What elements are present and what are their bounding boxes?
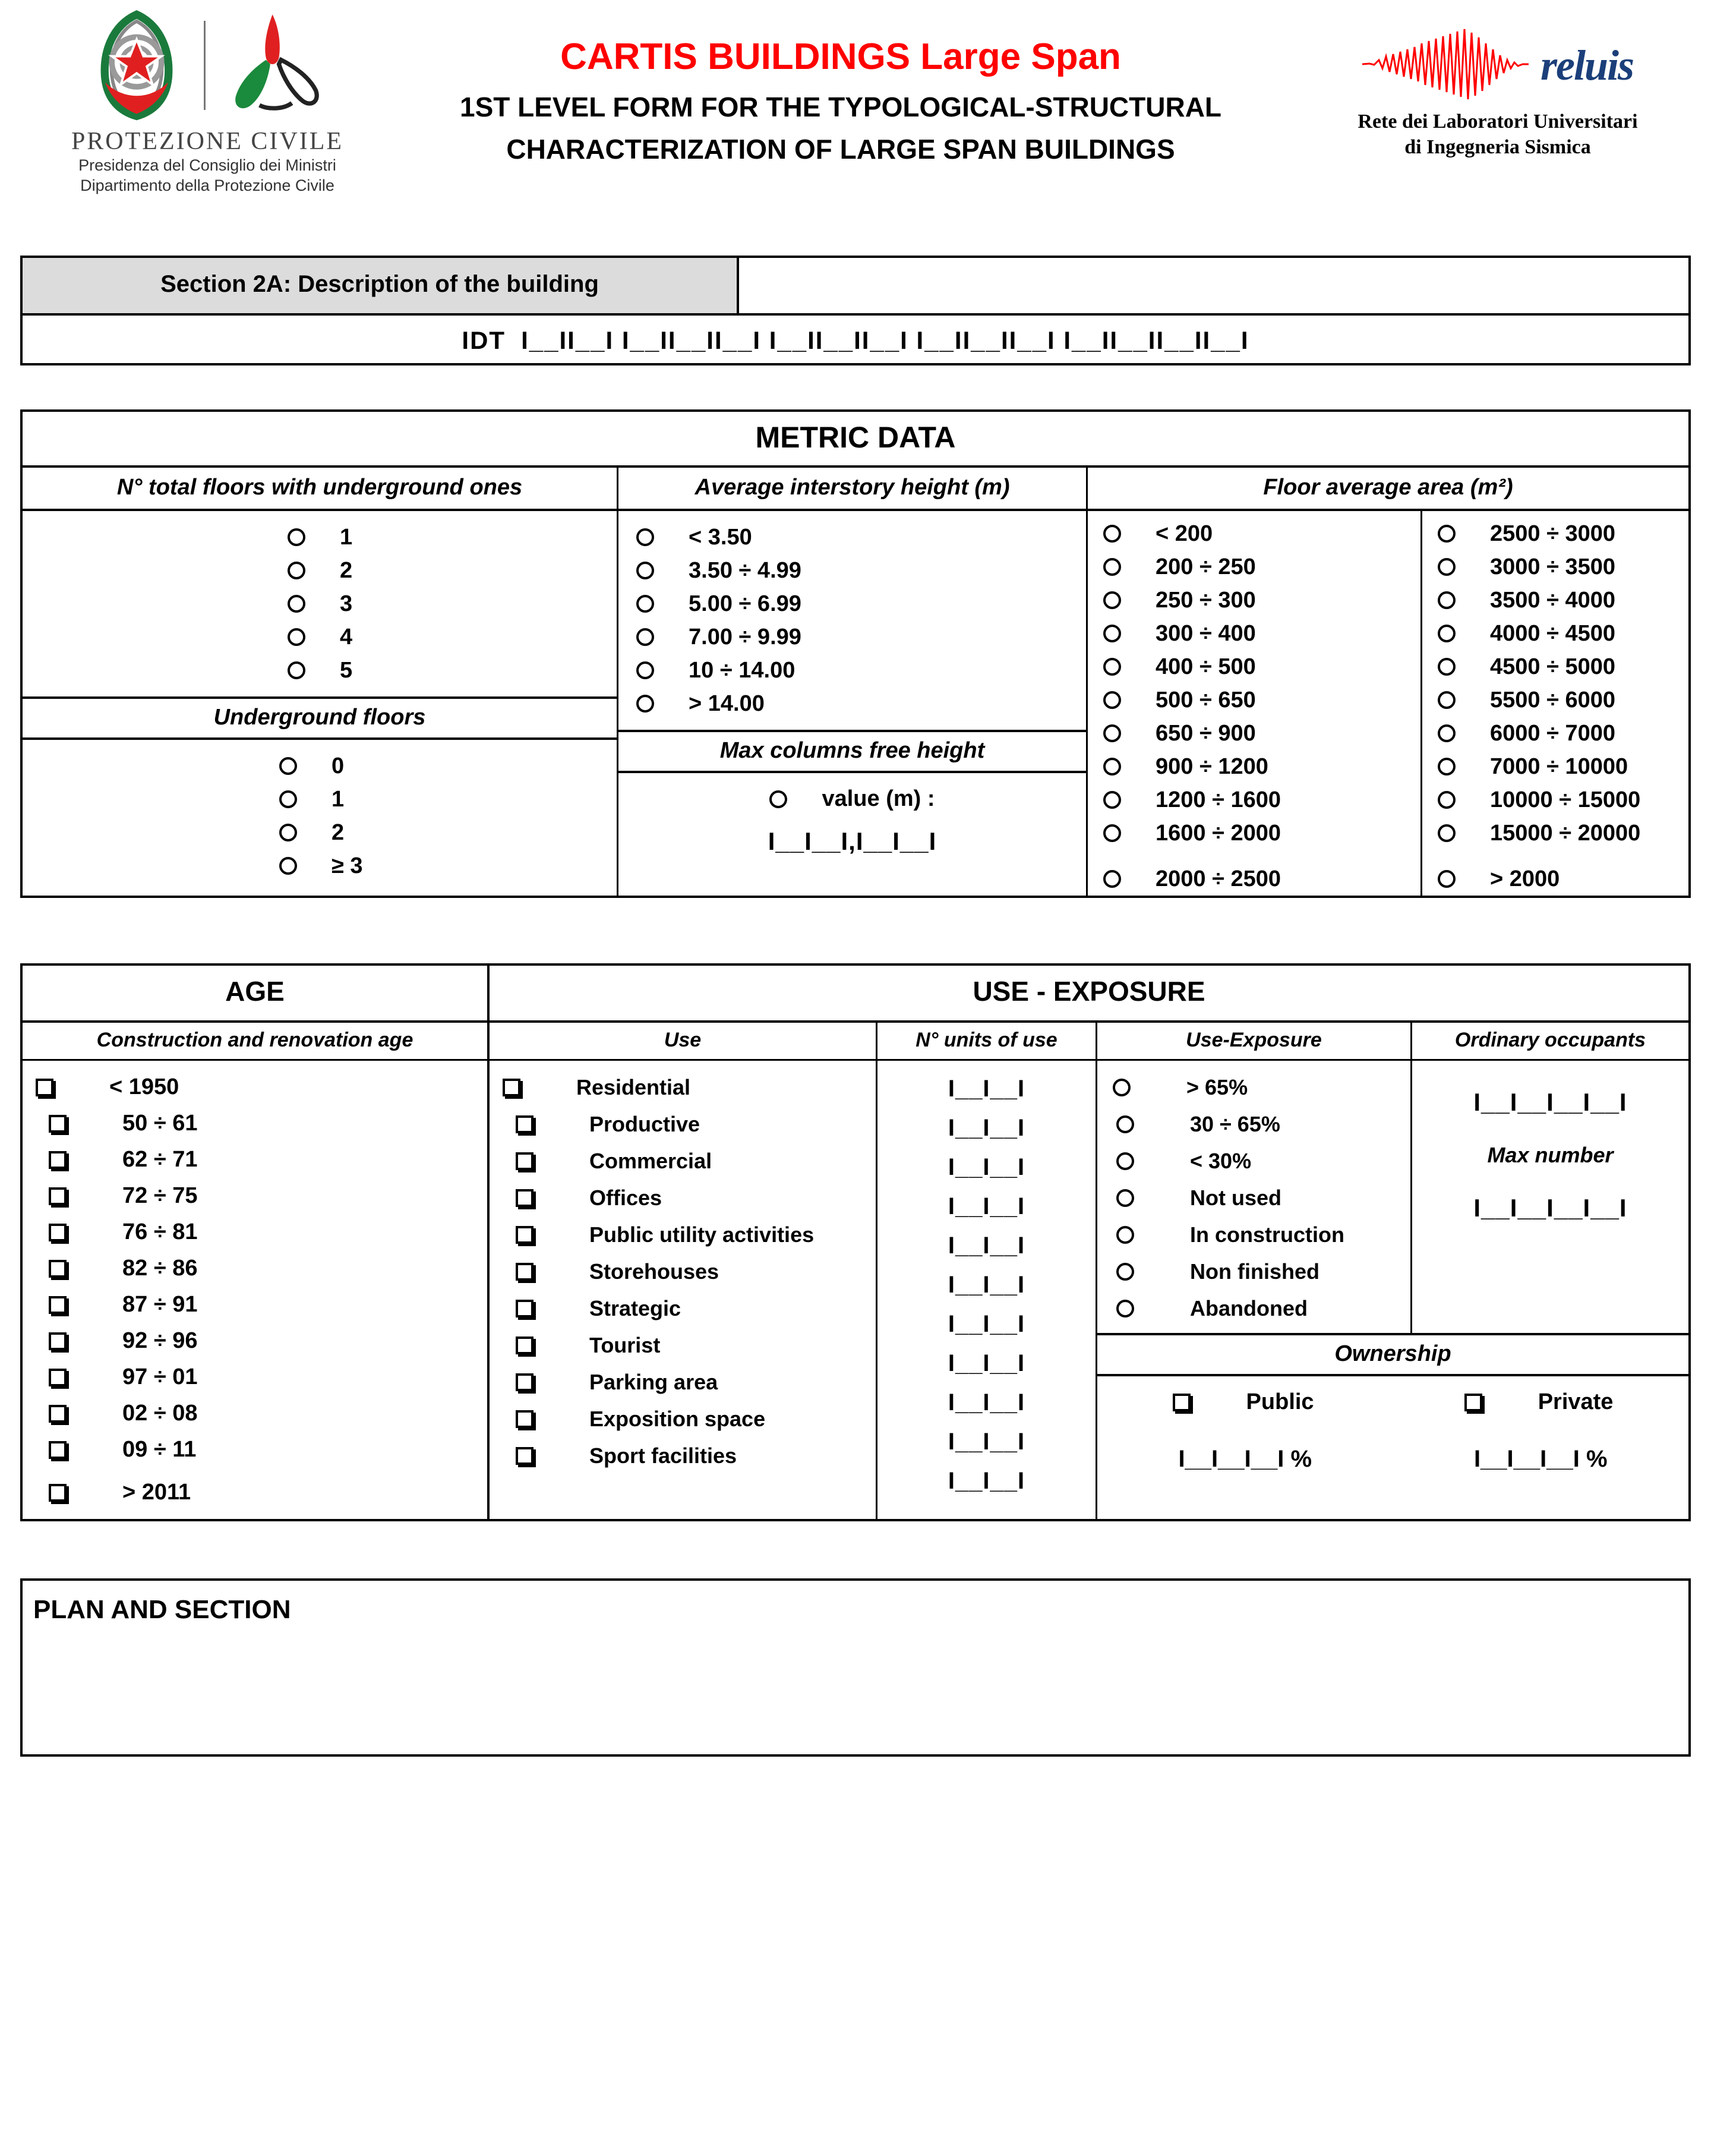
option-use[interactable] — [503, 1069, 876, 1106]
radio-icon[interactable] — [636, 695, 654, 713]
floor-area-options-right — [1420, 511, 1688, 896]
option-total-floors[interactable] — [23, 654, 617, 687]
radio-icon[interactable] — [279, 824, 297, 841]
option-label: 2500 ÷ 3000 — [1490, 521, 1616, 546]
radio-icon[interactable] — [636, 661, 654, 679]
age-group-title: AGE — [225, 976, 285, 1007]
option-label: 10 ÷ 14.00 — [689, 658, 795, 683]
option-label: 6000 ÷ 7000 — [1490, 721, 1616, 746]
option-floor-area[interactable] — [1088, 750, 1420, 783]
option-use[interactable] — [503, 1143, 876, 1180]
checkbox-icon[interactable] — [1173, 1394, 1191, 1411]
option-interstory-height[interactable] — [618, 620, 1086, 654]
reluis-sub-line-1: Rete dei Laboratori Universitari — [1358, 111, 1638, 133]
option-label: 50 ÷ 61 — [122, 1111, 198, 1136]
option-use[interactable] — [503, 1438, 876, 1474]
option-label: 09 ÷ 11 — [122, 1437, 197, 1462]
pc-line-3: Dipartimento della Protezione Civile — [80, 176, 334, 194]
logo-divider — [204, 21, 206, 110]
option-label: 650 ÷ 900 — [1156, 721, 1256, 746]
checkbox-icon[interactable] — [49, 1332, 67, 1350]
option-floor-area[interactable] — [1422, 584, 1688, 617]
option-label: 15000 ÷ 20000 — [1490, 821, 1641, 846]
header-exposure: Use-Exposure — [1096, 1023, 1410, 1059]
radio-icon[interactable] — [636, 628, 654, 646]
radio-icon[interactable] — [1116, 1263, 1134, 1281]
option-interstory-height[interactable] — [618, 521, 1086, 554]
radio-icon[interactable] — [1438, 658, 1456, 676]
option-label: Strategic — [589, 1296, 681, 1320]
option-total-floors[interactable] — [23, 587, 617, 620]
radio-icon[interactable] — [1116, 1152, 1134, 1170]
age-options — [23, 1061, 487, 1519]
option-floor-area[interactable] — [1422, 517, 1688, 550]
option-age[interactable] — [36, 1250, 487, 1287]
option-label: 5.00 ÷ 6.99 — [689, 591, 801, 616]
metric-data-table — [20, 409, 1691, 898]
option-label: Residential — [576, 1075, 691, 1099]
column-interstory-height — [617, 511, 1086, 896]
radio-icon[interactable] — [1438, 625, 1456, 642]
max-columns-free-height-header: Max columns free height — [618, 730, 1086, 773]
option-label: > 14.00 — [689, 691, 765, 716]
option-label: 500 ÷ 650 — [1156, 688, 1256, 713]
plan-and-section-block[interactable] — [20, 1578, 1691, 1757]
option-label: 200 ÷ 250 — [1156, 554, 1256, 579]
option-age[interactable] — [36, 1432, 487, 1468]
option-label: < 3.50 — [689, 525, 752, 550]
option-use[interactable] — [503, 1401, 876, 1438]
unit-of-use-input[interactable]: I__I__I — [948, 1114, 1025, 1141]
metric-data-body — [23, 511, 1688, 896]
option-interstory-height[interactable] — [618, 587, 1086, 620]
radio-icon[interactable] — [1103, 758, 1121, 776]
form-title: CARTIS BUILDINGS Large Span — [560, 36, 1121, 77]
option-label: 1600 ÷ 2000 — [1156, 821, 1281, 846]
checkbox-icon[interactable] — [49, 1224, 67, 1241]
checkbox-icon[interactable] — [49, 1369, 67, 1386]
checkbox-icon[interactable] — [49, 1405, 67, 1423]
reluis-sub-line-2: di Ingegneria Sismica — [1404, 135, 1591, 158]
option-floor-area[interactable] — [1088, 550, 1420, 584]
radio-icon[interactable] — [288, 595, 305, 613]
option-label: Commercial — [589, 1149, 712, 1173]
underground-floors-options — [23, 740, 617, 892]
option-label: 02 ÷ 08 — [122, 1401, 198, 1426]
public-percent-input[interactable]: I__I__I__I % — [1178, 1446, 1312, 1472]
option-total-floors[interactable] — [23, 554, 617, 587]
option-age[interactable] — [36, 1287, 487, 1323]
option-label: 7000 ÷ 10000 — [1490, 754, 1628, 779]
option-label: 2000 ÷ 2500 — [1156, 866, 1281, 891]
option-label: 5500 ÷ 6000 — [1490, 688, 1616, 713]
pc-line-1: PROTEZIONE CIVILE — [71, 128, 344, 155]
radio-icon[interactable] — [279, 790, 297, 808]
option-label: 76 ÷ 81 — [122, 1219, 198, 1244]
radio-icon[interactable] — [1438, 724, 1456, 742]
option-floor-area[interactable] — [1422, 550, 1688, 584]
radio-icon[interactable] — [636, 595, 654, 613]
option-label: 300 ÷ 400 — [1156, 621, 1256, 646]
option-total-floors[interactable] — [23, 620, 617, 654]
radio-icon[interactable] — [1116, 1115, 1134, 1133]
private-percent-input[interactable]: I__I__I__I % — [1473, 1446, 1608, 1472]
option-label: < 200 — [1156, 521, 1213, 546]
section-2a-blank-cell[interactable] — [739, 256, 1691, 316]
option-label: Exposition space — [589, 1407, 766, 1431]
option-label: Parking area — [589, 1370, 718, 1394]
checkbox-icon[interactable] — [516, 1226, 533, 1244]
checkbox-icon[interactable] — [516, 1300, 533, 1317]
checkbox-icon[interactable] — [49, 1484, 67, 1502]
option-label: Productive — [589, 1112, 700, 1136]
max-columns-value-input[interactable]: I__I__I,I__I__I — [768, 827, 937, 855]
reluis-wordmark: reluis — [1540, 41, 1634, 89]
unit-of-use-input[interactable]: I__I__I — [948, 1153, 1025, 1180]
radio-icon[interactable] — [1103, 870, 1121, 888]
unit-of-use-input[interactable]: I__I__I — [948, 1467, 1025, 1494]
option-exposure[interactable] — [1113, 1290, 1410, 1327]
plan-and-section-title: PLAN AND SECTION — [33, 1595, 291, 1624]
option-use[interactable] — [503, 1364, 876, 1401]
ownership-options-row — [1097, 1389, 1688, 1415]
total-floors-options — [23, 511, 617, 696]
option-label: Non finished — [1190, 1259, 1319, 1284]
radio-icon[interactable] — [769, 790, 787, 808]
ordinary-occupants-input[interactable]: I__I__I__I__I — [1473, 1088, 1627, 1116]
option-label: 1 — [340, 525, 353, 550]
checkbox-icon[interactable] — [49, 1260, 67, 1278]
radio-icon[interactable] — [1103, 824, 1121, 842]
unit-of-use-input[interactable]: I__I__I — [948, 1271, 1025, 1298]
header-total-floors: N° total floors with underground ones — [116, 475, 523, 500]
option-label: Offices — [589, 1186, 662, 1210]
option-label: 1 — [332, 787, 345, 812]
option-floor-area[interactable] — [1422, 783, 1688, 817]
option-exposure[interactable] — [1113, 1069, 1410, 1106]
reluis-logo — [1305, 6, 1691, 160]
protezione-civile-logo — [20, 6, 377, 196]
radio-icon[interactable] — [1438, 791, 1456, 809]
radio-icon[interactable] — [279, 857, 297, 875]
checkbox-icon[interactable] — [1464, 1394, 1482, 1411]
seismogram-icon — [1362, 26, 1540, 106]
radio-icon[interactable] — [1116, 1300, 1134, 1317]
ownership-block — [1097, 1333, 1688, 1488]
unit-of-use-input[interactable]: I__I__I — [948, 1389, 1025, 1416]
idt-label: IDT — [462, 326, 506, 354]
checkbox-icon[interactable] — [36, 1079, 53, 1096]
option-floor-area[interactable] — [1088, 584, 1420, 617]
option-use[interactable] — [503, 1327, 876, 1364]
unit-of-use-input[interactable]: I__I__I — [948, 1232, 1025, 1259]
reluis-wordmark-wrap — [1305, 24, 1691, 107]
checkbox-icon[interactable] — [516, 1410, 533, 1428]
option-label: Public — [1246, 1389, 1314, 1414]
checkbox-icon[interactable] — [516, 1447, 533, 1465]
radio-icon[interactable] — [636, 562, 654, 579]
protezione-civile-caption — [71, 127, 343, 196]
max-number-label: Max number — [1487, 1143, 1614, 1167]
option-floor-area[interactable] — [1088, 517, 1420, 550]
radio-icon[interactable] — [1103, 724, 1121, 742]
section-2a-label: Section 2A: Description of the building — [20, 256, 739, 316]
checkbox-icon[interactable] — [49, 1296, 67, 1314]
radio-icon[interactable] — [1116, 1226, 1134, 1244]
option-floor-area[interactable] — [1088, 650, 1420, 683]
use-exposure-column-header-row — [490, 1020, 1688, 1061]
republic-emblem-icon — [80, 8, 193, 124]
option-floor-area[interactable] — [1422, 750, 1688, 783]
checkbox-icon[interactable] — [49, 1151, 67, 1169]
header-units: N° units of use — [876, 1023, 1096, 1059]
use-exposure-table — [490, 963, 1691, 1521]
option-age[interactable] — [36, 1105, 487, 1142]
idt-row — [20, 316, 1691, 365]
option-age[interactable] — [36, 1468, 487, 1511]
metric-data-column-headers — [23, 465, 1688, 511]
unit-of-use-input[interactable]: I__I__I — [948, 1075, 1025, 1102]
radio-icon[interactable] — [1103, 591, 1121, 609]
option-label: 3.50 ÷ 4.99 — [689, 558, 801, 583]
option-label: 3500 ÷ 4000 — [1490, 588, 1616, 613]
option-label: 2 — [340, 558, 353, 583]
max-number-input[interactable]: I__I__I__I__I — [1473, 1194, 1627, 1222]
radio-icon[interactable] — [636, 528, 654, 546]
option-label: 250 ÷ 300 — [1156, 588, 1256, 613]
option-use[interactable] — [503, 1180, 876, 1216]
option-exposure[interactable] — [1113, 1180, 1410, 1216]
option-label: > 2011 — [122, 1480, 191, 1505]
emblem-row — [80, 6, 335, 125]
option-label: 82 ÷ 86 — [122, 1256, 198, 1281]
option-exposure[interactable] — [1113, 1216, 1410, 1253]
option-max-columns-value[interactable] — [769, 786, 935, 812]
option-interstory-height[interactable] — [618, 654, 1086, 687]
option-age[interactable] — [36, 1178, 487, 1214]
option-age[interactable] — [36, 1142, 487, 1178]
radio-icon[interactable] — [1438, 870, 1456, 888]
option-label: 1200 ÷ 1600 — [1156, 787, 1281, 812]
option-floor-area[interactable] — [1422, 817, 1688, 850]
unit-of-use-input[interactable]: I__I__I — [948, 1350, 1025, 1376]
use-exposure-options — [1097, 1061, 1410, 1333]
option-label: 62 ÷ 71 — [122, 1147, 198, 1172]
option-use[interactable] — [503, 1253, 876, 1290]
checkbox-icon[interactable] — [516, 1189, 533, 1207]
age-column-header-row — [23, 1020, 487, 1061]
option-underground-floors[interactable] — [23, 749, 617, 783]
form-title-block — [377, 6, 1305, 169]
option-label: 7.00 ÷ 9.99 — [689, 625, 801, 650]
page-header — [20, 0, 1691, 238]
option-exposure[interactable] — [1113, 1143, 1410, 1180]
unit-of-use-input[interactable]: I__I__I — [948, 1193, 1025, 1219]
option-floor-area[interactable] — [1422, 617, 1688, 650]
column-total-floors — [23, 511, 617, 896]
option-label: 72 ÷ 75 — [122, 1183, 198, 1208]
exposure-occupants-ownership — [1096, 1061, 1688, 1519]
radio-icon[interactable] — [288, 628, 305, 646]
option-label: 92 ÷ 96 — [122, 1328, 198, 1353]
option-floor-area[interactable] — [1088, 717, 1420, 750]
use-exposure-body — [490, 1061, 1688, 1519]
option-label: Private — [1538, 1389, 1614, 1414]
option-label: Not used — [1190, 1186, 1282, 1210]
form-subtitle-line-2: CHARACTERIZATION OF LARGE SPAN BUILDINGS — [506, 133, 1175, 165]
option-label: 2 — [332, 820, 345, 845]
idt-inner — [23, 326, 1688, 355]
option-exposure[interactable] — [1113, 1253, 1410, 1290]
radio-icon[interactable] — [1103, 625, 1121, 642]
option-floor-area[interactable] — [1088, 683, 1420, 717]
floor-area-options-left — [1088, 511, 1420, 896]
option-label: 10000 ÷ 15000 — [1490, 787, 1641, 812]
metric-data-title: METRIC DATA — [755, 421, 956, 454]
header-occupants: Ordinary occupants — [1410, 1023, 1688, 1059]
radio-icon[interactable] — [1103, 525, 1121, 543]
radio-icon[interactable] — [1438, 758, 1456, 776]
header-use: Use — [664, 1029, 702, 1051]
header-floor-average-area: Floor average area (m²) — [1086, 468, 1688, 509]
option-label: 30 ÷ 65% — [1190, 1112, 1280, 1136]
radio-icon[interactable] — [1438, 558, 1456, 576]
ownership-body — [1097, 1376, 1688, 1488]
option-label: Sport facilities — [589, 1443, 737, 1468]
option-label: < 1950 — [109, 1074, 179, 1099]
checkbox-icon[interactable] — [516, 1263, 533, 1281]
use-exposure-group-title: USE - EXPOSURE — [973, 976, 1205, 1007]
pc-line-2: Presidenza del Consiglio dei Ministri — [78, 156, 336, 174]
section-2a-header-row — [20, 256, 1691, 316]
radio-icon[interactable] — [288, 528, 305, 546]
checkbox-icon[interactable] — [516, 1115, 533, 1133]
option-use[interactable] — [503, 1290, 876, 1327]
option-age[interactable] — [36, 1359, 487, 1395]
option-interstory-height[interactable] — [618, 554, 1086, 587]
max-columns-free-height-body — [618, 773, 1086, 856]
option-age[interactable] — [36, 1214, 487, 1250]
option-label: 4 — [340, 625, 353, 650]
option-label: ≥ 3 — [332, 853, 363, 878]
checkbox-icon[interactable] — [503, 1079, 520, 1096]
radio-icon[interactable] — [1103, 658, 1121, 676]
option-label: value (m) : — [822, 786, 935, 811]
option-underground-floors[interactable] — [23, 816, 617, 849]
radio-icon[interactable] — [1103, 691, 1121, 709]
option-label: Storehouses — [589, 1259, 719, 1284]
option-label: 4000 ÷ 4500 — [1490, 621, 1616, 646]
ownership-percent-row — [1097, 1446, 1688, 1473]
option-floor-area[interactable] — [1422, 850, 1688, 896]
units-of-use-fields — [876, 1061, 1096, 1519]
option-label: Abandoned — [1190, 1296, 1308, 1320]
radio-icon[interactable] — [1116, 1189, 1134, 1207]
option-label: In construction — [1190, 1222, 1344, 1247]
option-age[interactable] — [36, 1395, 487, 1432]
radio-icon[interactable] — [288, 562, 305, 579]
option-exposure[interactable] — [1113, 1106, 1410, 1143]
radio-icon[interactable] — [1438, 591, 1456, 609]
use-options — [490, 1061, 876, 1519]
radio-icon[interactable] — [1438, 691, 1456, 709]
option-label: 900 ÷ 1200 — [1156, 754, 1268, 779]
option-underground-floors[interactable] — [23, 783, 617, 816]
option-age[interactable] — [36, 1069, 487, 1105]
checkbox-icon[interactable] — [49, 1441, 67, 1459]
interstory-height-options — [618, 511, 1086, 730]
checkbox-icon[interactable] — [516, 1152, 533, 1170]
form-subtitle-line-1: 1ST LEVEL FORM FOR THE TYPOLOGICAL-STRUCTURAL — [459, 92, 1222, 123]
option-label: > 65% — [1186, 1075, 1248, 1099]
option-label: 3 — [340, 591, 353, 616]
option-label: 97 ÷ 01 — [122, 1364, 198, 1389]
option-label: > 2000 — [1490, 866, 1560, 891]
option-label: 5 — [340, 658, 353, 683]
option-floor-area[interactable] — [1422, 683, 1688, 717]
option-ownership-public[interactable] — [1173, 1389, 1314, 1415]
option-interstory-height[interactable] — [618, 687, 1086, 720]
age-table — [20, 963, 490, 1521]
ordinary-occupants-block — [1410, 1061, 1688, 1333]
radio-icon[interactable] — [1438, 824, 1456, 842]
unit-of-use-input[interactable]: I__I__I — [948, 1310, 1025, 1337]
option-floor-area[interactable] — [1088, 850, 1420, 896]
idt-input[interactable]: I__II__I I__II__II__I I__II__II__I I__II__II__I I__II__II__II__I — [521, 326, 1249, 354]
radio-icon[interactable] — [279, 757, 297, 775]
age-use-exposure-section — [20, 963, 1691, 1521]
radio-icon[interactable] — [1113, 1079, 1131, 1096]
option-underground-floors[interactable] — [23, 849, 617, 882]
option-use[interactable] — [503, 1216, 876, 1253]
option-label: 0 — [332, 754, 345, 778]
underground-floors-header: Underground floors — [23, 696, 617, 740]
radio-icon[interactable] — [288, 661, 305, 679]
option-label: 400 ÷ 500 — [1156, 654, 1256, 679]
checkbox-icon[interactable] — [516, 1373, 533, 1391]
ownership-title: Ownership — [1097, 1335, 1688, 1376]
checkbox-icon[interactable] — [516, 1337, 533, 1354]
option-floor-area[interactable] — [1088, 783, 1420, 817]
option-label: Public utility activities — [589, 1222, 815, 1247]
option-floor-area[interactable] — [1088, 617, 1420, 650]
exposure-occupants-row — [1097, 1061, 1688, 1333]
header-interstory-height: Average interstory height (m) — [617, 468, 1086, 509]
option-label: 87 ÷ 91 — [122, 1292, 198, 1317]
option-floor-area[interactable] — [1422, 650, 1688, 683]
option-label: 3000 ÷ 3500 — [1490, 554, 1616, 579]
option-use[interactable] — [503, 1106, 876, 1143]
civil-protection-mark-icon — [216, 8, 335, 124]
option-age[interactable] — [36, 1323, 487, 1359]
radio-icon[interactable] — [1438, 525, 1456, 543]
radio-icon[interactable] — [1103, 558, 1121, 576]
age-column-header: Construction and renovation age — [96, 1029, 413, 1051]
checkbox-icon[interactable] — [49, 1187, 67, 1205]
option-label: < 30% — [1190, 1149, 1252, 1173]
option-floor-area[interactable] — [1088, 817, 1420, 850]
unit-of-use-input[interactable]: I__I__I — [948, 1428, 1025, 1455]
radio-icon[interactable] — [1103, 791, 1121, 809]
option-label: Tourist — [589, 1333, 661, 1357]
column-floor-average-area — [1086, 511, 1688, 896]
option-ownership-private[interactable] — [1464, 1389, 1614, 1415]
option-total-floors[interactable] — [23, 521, 617, 554]
checkbox-icon[interactable] — [49, 1115, 67, 1133]
option-floor-area[interactable] — [1422, 717, 1688, 750]
option-label: 4500 ÷ 5000 — [1490, 654, 1616, 679]
